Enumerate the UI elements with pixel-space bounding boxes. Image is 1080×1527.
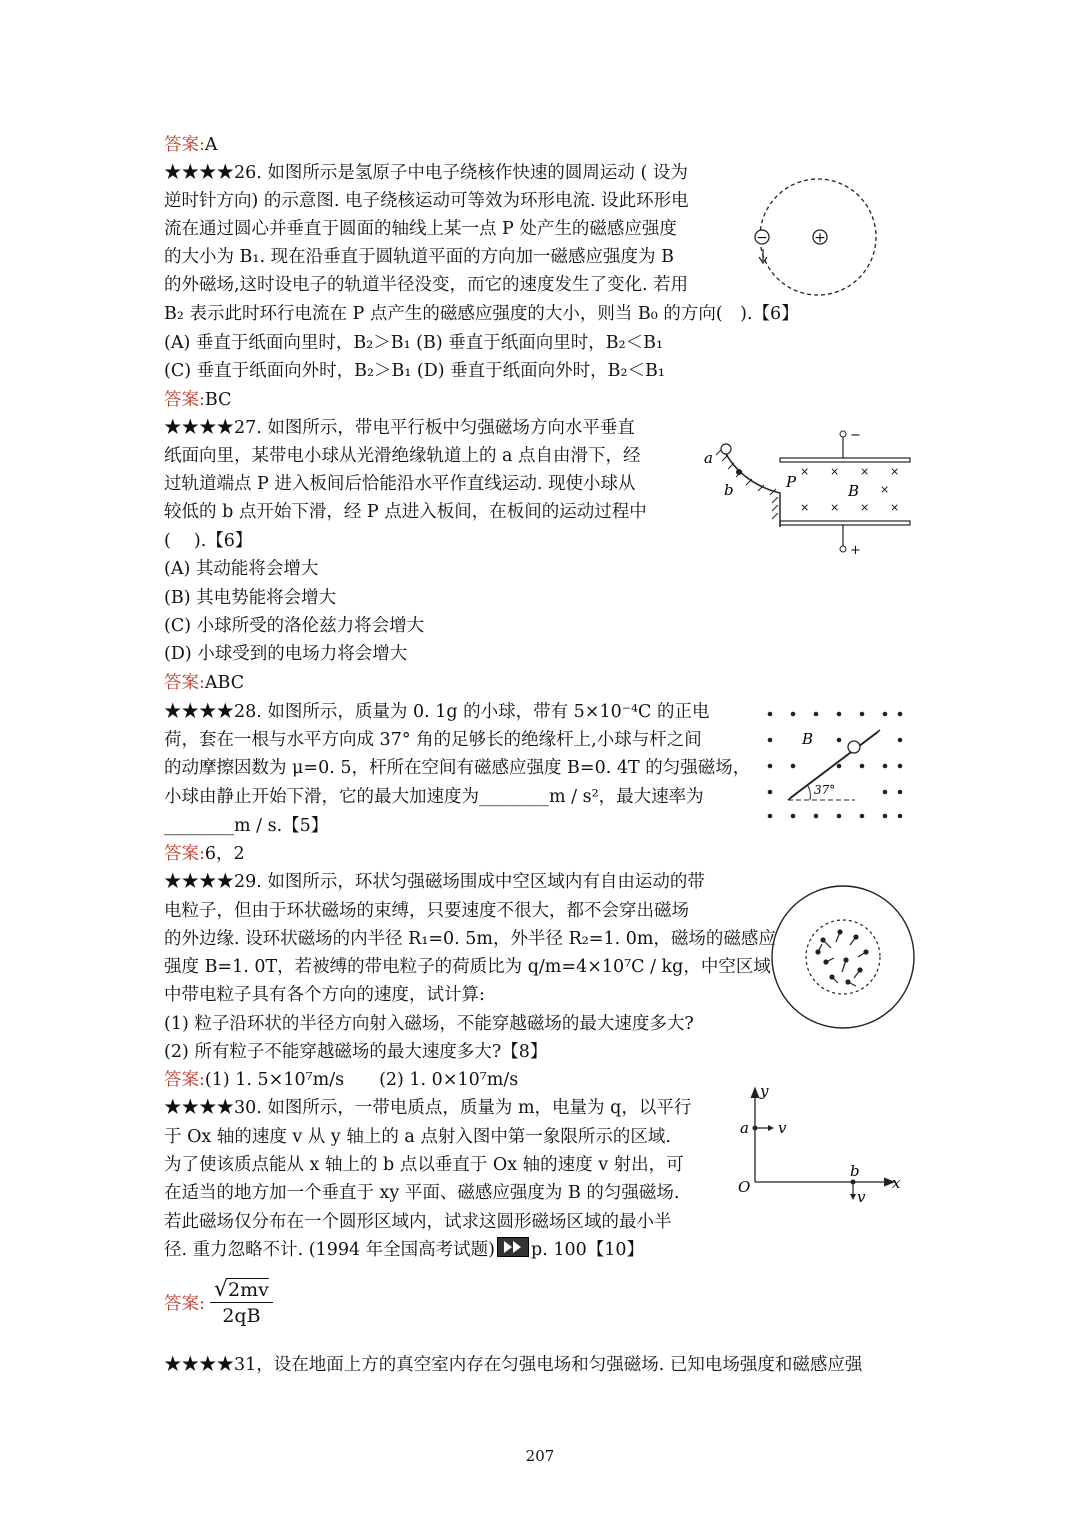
cross-mark: × xyxy=(830,465,840,478)
annular-field-figure xyxy=(768,882,918,1032)
option-line: (B) 其电势能将会增大 xyxy=(164,588,337,608)
answer-value: BC xyxy=(204,390,232,410)
numerator-text: 2mv xyxy=(228,1279,269,1301)
question-line: (2) 所有粒子不能穿越磁场的最大速度多大?【8】 xyxy=(164,1042,548,1062)
label-B: B xyxy=(848,482,860,500)
inclined-rod-figure xyxy=(760,702,910,824)
answer-30-fraction xyxy=(210,1277,273,1327)
question-line xyxy=(164,1236,644,1264)
cross-mark: × xyxy=(800,465,810,478)
cross-mark: × xyxy=(860,465,870,478)
label-p: P xyxy=(786,473,797,491)
question-line: 纸面向里，某带电小球从光滑绝缘轨道上的 a 点自由滑下，经 xyxy=(164,446,641,466)
answer-25 xyxy=(164,131,218,159)
answer-value: 6，2 xyxy=(204,844,245,864)
question-line: ★★★★27. 如图所示，带电平行板中匀强磁场方向水平垂直 xyxy=(164,418,635,438)
sqrt-symbol: √ xyxy=(214,1277,229,1302)
cross-mark: × xyxy=(800,501,810,514)
cross-mark: × xyxy=(880,483,890,496)
label-B: B xyxy=(802,730,814,748)
option-line: (A) 垂直于纸面向里时，B₂＞B₁ (B) 垂直于纸面向里时，B₂＜B₁ xyxy=(164,333,663,353)
axis-y-label: y xyxy=(760,1082,769,1100)
answer-label: 答案: xyxy=(164,1294,205,1314)
answer-30 xyxy=(164,1290,205,1318)
option-line: (D) 小球受到的电场力将会增大 xyxy=(164,644,408,664)
question-line: 逆时针方向) 的示意图. 电子绕核运动可等效为环形电流. 设此环形电 xyxy=(164,191,689,211)
origin-label: O xyxy=(738,1178,751,1196)
axis-x-label: x xyxy=(892,1174,901,1192)
question-line: 的外边缘. 设环状磁场的内半径 R₁=0. 5m，外半径 R₂=1. 0m，磁场的磁感应 xyxy=(164,929,776,949)
question-line: 的外磁场,这时设电子的轨道半径没变，而它的速度发生了变化. 若用 xyxy=(164,275,689,295)
cross-mark: × xyxy=(860,501,870,514)
question-line: 若此磁场仅分布在一个圆形区域内，试求这圆形磁场区域的最小半 xyxy=(164,1212,672,1232)
question-31: ★★★★31，设在地面上方的真空室内存在匀强电场和匀强磁场. 已知电场强度和磁感应强 xyxy=(164,1355,863,1375)
question-line: 小球由静止开始下滑，它的最大加速度为________m / s²，最大速率为 xyxy=(164,787,704,807)
cross-mark: × xyxy=(890,465,900,478)
cross-mark: × xyxy=(890,501,900,514)
label-a: a xyxy=(704,449,713,467)
answer-label: 答案: xyxy=(164,844,205,864)
answer-label: 答案: xyxy=(164,135,205,155)
question-line: (1) 粒子沿环状的半径方向射入磁场，不能穿越磁场的最大速度多大? xyxy=(164,1014,694,1034)
plus-sign: + xyxy=(850,543,861,558)
question-line: 的大小为 B₁. 现在沿垂直于圆轨道平面的方向加一磁感应强度为 B xyxy=(164,247,674,267)
velocity-a-label: v xyxy=(778,1119,787,1137)
angle-label: 37° xyxy=(814,783,836,797)
cross-mark: × xyxy=(830,501,840,514)
question-line: 强度 B=1. 0T，若被缚的带电粒子的荷质比为 q/m=4×10⁷C / kg，中空区域 xyxy=(164,957,771,977)
question-text: 径. 重力忽略不计. (1994 年全国高考试题) xyxy=(164,1240,496,1260)
answer-label: 答案: xyxy=(164,673,205,693)
answer-value: ABC xyxy=(204,673,245,693)
question-line: 电粒子，但由于环状磁场的束缚，只要速度不很大，都不会穿出磁场 xyxy=(164,901,689,921)
question-line: 为了使该质点能从 x 轴上的 b 点以垂直于 Ox 轴的速度 v 射出，可 xyxy=(164,1155,684,1175)
fraction-denominator: 2qB xyxy=(222,1305,261,1327)
nucleus-sign: + xyxy=(814,230,826,246)
page-number: 207 xyxy=(525,1447,555,1465)
option-line: (C) 小球所受的洛伦兹力将会增大 xyxy=(164,616,425,636)
answer-label: 答案: xyxy=(164,1070,205,1090)
answer-label: 答案: xyxy=(164,390,205,410)
fraction-numerator xyxy=(210,1277,273,1303)
question-line: 流在通过圆心并垂直于圆面的轴线上某一点 P 处产生的磁感应强度 xyxy=(164,219,677,239)
question-line: 中带电粒子具有各个方向的速度，试计算: xyxy=(164,985,485,1005)
electron-sign: − xyxy=(756,230,768,246)
question-line: 于 Ox 轴的速度 v 从 y 轴上的 a 点射入图中第一象限所示的区域. xyxy=(164,1127,671,1147)
question-line: 荷，套在一根与水平方向成 37° 角的足够长的绝缘杆上,小球与杆之间 xyxy=(164,730,702,750)
point-b-label: b xyxy=(850,1162,860,1180)
question-line: ( ).【6】 xyxy=(164,531,253,551)
answer-26 xyxy=(164,386,231,414)
question-line: 较低的 b 点开始下滑，经 P 点进入板间，在板间的运动过程中 xyxy=(164,502,647,522)
cross-reference-icon[interactable] xyxy=(497,1237,529,1257)
coordinate-axes-figure xyxy=(730,1080,905,1210)
question-line: ________m / s.【5】 xyxy=(164,816,329,836)
question-line: 的动摩擦因数为 μ=0. 5，杆所在空间有磁感应强度 B=0. 4T 的匀强磁场， xyxy=(164,758,751,778)
question-line: ★★★★28. 如图所示，质量为 0. 1g 的小球，带有 5×10⁻⁴C 的正电 xyxy=(164,702,710,722)
answer-value: (1) 1. 5×10⁷m/s (2) 1. 0×10⁷m/s xyxy=(204,1070,519,1090)
answer-value: A xyxy=(204,135,218,155)
velocity-b-label: v xyxy=(857,1188,866,1206)
question-line: 过轨道端点 P 进入板间后恰能沿水平作直线运动. 现使小球从 xyxy=(164,474,636,494)
answer-29 xyxy=(164,1066,518,1094)
answer-28 xyxy=(164,840,245,868)
label-b: b xyxy=(724,481,734,499)
question-line: ★★★★29. 如图所示，环状匀强磁场围成中空区域内有自由运动的带 xyxy=(164,872,705,892)
page-reference: p. 100【10】 xyxy=(531,1240,645,1260)
option-line: (C) 垂直于纸面向外时，B₂＞B₁ (D) 垂直于纸面向外时，B₂＜B₁ xyxy=(164,361,665,381)
option-line: (A) 其动能将会增大 xyxy=(164,559,319,579)
hydrogen-atom-figure xyxy=(748,175,883,300)
parallel-plate-figure xyxy=(700,425,920,560)
question-line: ★★★★26. 如图所示是氢原子中电子绕核作快速的圆周运动 ( 设为 xyxy=(164,163,688,183)
point-a-label: a xyxy=(740,1119,749,1137)
question-line: B₂ 表示此时环行电流在 P 点产生的磁感应强度的大小，则当 B₀ 的方向( ).【6】 xyxy=(164,304,799,324)
answer-27 xyxy=(164,669,244,697)
minus-sign: − xyxy=(850,428,861,443)
question-line: 在适当的地方加一个垂直于 xy 平面、磁感应强度为 B 的匀强磁场. xyxy=(164,1183,680,1203)
question-line: ★★★★30. 如图所示，一带电质点，质量为 m，电量为 q，以平行 xyxy=(164,1098,692,1118)
